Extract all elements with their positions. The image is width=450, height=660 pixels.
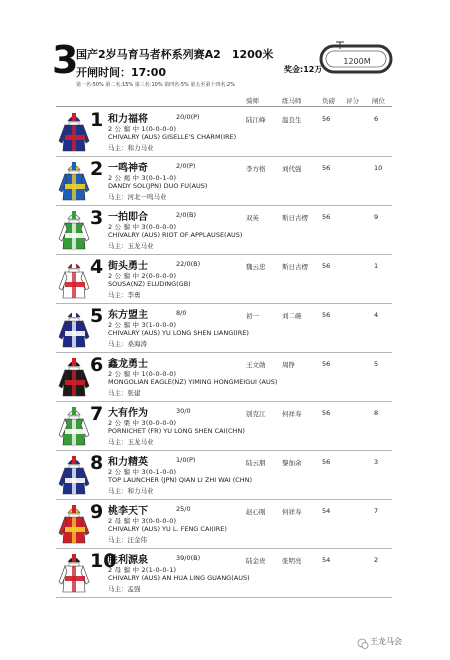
jockey-name: 张明亮	[282, 557, 302, 565]
runner-number: 3	[90, 207, 104, 229]
horse-name: 一拍即合	[108, 212, 148, 223]
horse-rating: 39/0(B)	[176, 554, 201, 562]
horse-pedigree: PORNICHET (FR) YU LONG SHEN CAI(CHN)	[108, 427, 245, 435]
horse-pedigree: MONGOLIAN EAGLE(NZ) YIMING HONGMEIGUI (AUS)	[108, 378, 278, 386]
carried-weight: 56	[322, 164, 331, 172]
trainer-name: 陆云朋	[246, 459, 266, 467]
horse-rating: 25/0	[176, 505, 191, 513]
runner-row	[56, 304, 392, 353]
carried-weight: 56	[322, 262, 331, 270]
horse-owner: 马主：汪金伟	[108, 536, 147, 544]
draw-position: 5	[374, 360, 379, 368]
horse-pedigree: SOUSA(NZ) ELUDING(GB)	[108, 280, 191, 288]
wechat-icon	[357, 635, 369, 647]
draw-position: 6	[374, 115, 379, 123]
jockey-name: 周铮	[282, 361, 295, 369]
horse-owner: 马主：和力马业	[108, 487, 154, 495]
runner-row	[56, 500, 392, 549]
horse-pedigree: CHIVALRY (AUS) AN HUA LING GUANG(AUS)	[108, 574, 250, 582]
silk-white-red-sash-icon	[58, 258, 90, 300]
runner-number: 7	[90, 403, 104, 425]
carried-weight: 56	[322, 311, 331, 319]
jockey-name: 斯日古楞	[282, 214, 308, 222]
runner-row	[56, 402, 392, 451]
horse-name: 一鸣神奇	[108, 163, 148, 174]
carried-weight: 56	[322, 213, 331, 221]
horse-info: 2 公 骝 中 3(1-0-0-0)	[108, 321, 177, 329]
trainer-name: 陆江峰	[246, 116, 266, 124]
horse-info: 2 公 骝 中 1(0-0-0-0)	[108, 125, 177, 133]
runner-row	[56, 255, 392, 304]
jockey-name: 何祥寿	[282, 508, 302, 516]
runner-number: 1	[90, 109, 104, 131]
race-number: 3	[52, 38, 79, 82]
race-title: 国产2岁马育马者杯系列赛A2 1200米	[76, 48, 274, 61]
trainer-name: 初一	[246, 312, 259, 320]
col-weight: 负磅	[322, 97, 335, 105]
horse-owner: 马主：河北一鸣马业	[108, 193, 167, 201]
carried-weight: 54	[322, 507, 331, 515]
runner-row	[56, 157, 392, 206]
trainer-name: 陆金贵	[246, 557, 266, 565]
runner-row	[56, 108, 392, 157]
horse-rating: 8/0	[176, 309, 187, 317]
runner-number: 10	[90, 550, 117, 572]
horse-name: 大有作为	[108, 408, 148, 419]
silk-green-white-icon	[58, 405, 90, 447]
trainer-name: 别克江	[246, 410, 266, 418]
runner-number: 6	[90, 354, 104, 376]
silk-black-red-band-icon	[58, 356, 90, 398]
jockey-name: 刘二碗	[282, 312, 302, 320]
horse-owner: 马主：玉龙马业	[108, 242, 154, 250]
draw-position: 3	[374, 458, 379, 466]
jockey-name: 斯日古楞	[282, 263, 308, 271]
runner-row	[56, 549, 392, 598]
horse-name: 鑫龙勇士	[108, 359, 148, 370]
horse-owner: 马主：李勇	[108, 291, 141, 299]
header-divider	[56, 106, 392, 107]
carried-weight: 56	[322, 115, 331, 123]
runner-number: 4	[90, 256, 104, 278]
trainer-name: 王文勋	[246, 361, 266, 369]
horse-name: 和力福将	[108, 114, 148, 125]
horse-rating: 20/0(P)	[176, 113, 200, 121]
horse-pedigree: CHIVALRY (AUS) GISELLE'S CHARM(IRE)	[108, 133, 237, 141]
draw-position: 7	[374, 507, 379, 515]
silk-white-red-stripes-icon	[58, 552, 90, 594]
draw-position: 1	[374, 262, 379, 270]
horse-pedigree: TOP LAUNCHER (JPN) QIAN LI ZHI WAI (CHN)	[108, 476, 253, 484]
jockey-name: 黎加余	[282, 459, 302, 467]
horse-pedigree: CHIVALRY (AUS) RIOT OF APPLAUSE(AUS)	[108, 231, 243, 239]
horse-info: 2 公 骝 中 3(0-0-0-0)	[108, 223, 177, 231]
silk-blue-yellow-dots-icon	[58, 160, 90, 202]
runner-number: 9	[90, 501, 104, 523]
carried-weight: 56	[322, 360, 331, 368]
horse-rating: 1/0(P)	[176, 456, 196, 464]
carried-weight: 54	[322, 556, 331, 564]
horse-owner: 马主：玉龙马业	[108, 438, 154, 446]
race-prize: 奖金:12万	[284, 65, 323, 74]
horse-name: 和力精英	[108, 457, 148, 468]
jockey-name: 刘代强	[282, 165, 302, 173]
jockey-name: 温良生	[282, 116, 302, 124]
trainer-name: 双英	[246, 214, 259, 222]
silk-red-yellow-icon	[58, 503, 90, 545]
draw-position: 4	[374, 311, 379, 319]
horse-info: 2 公 骝 中 3(0-1-0-0)	[108, 468, 177, 476]
horse-rating: 22/0(B)	[176, 260, 201, 268]
jockey-name: 何祥寿	[282, 410, 302, 418]
draw-position: 9	[374, 213, 379, 221]
col-trainer: 骑师	[246, 97, 259, 105]
runner-number: 2	[90, 158, 104, 180]
runner-row	[56, 206, 392, 255]
horse-info: 2 公 骝 中 2(0-0-0-0)	[108, 272, 177, 280]
horse-pedigree: DANDY SOL(JPN) DUO FU(AUS)	[108, 182, 208, 190]
col-draw: 闸位	[372, 97, 385, 105]
horse-rating: 2/0(B)	[176, 211, 196, 219]
col-rating: 评分	[346, 97, 359, 105]
col-jockey: 练马师	[282, 97, 302, 105]
runner-row	[56, 353, 392, 402]
carried-weight: 56	[322, 409, 331, 417]
trainer-name: 魏云忠	[246, 263, 266, 271]
horse-pedigree: CHIVALRY (AUS) YU LONG SHEN LIANG(IRE)	[108, 329, 249, 337]
trainer-name: 李方格	[246, 165, 266, 173]
horse-name: 胜利源泉	[108, 555, 148, 566]
silk-navy-white-stripe-icon	[58, 307, 90, 349]
horse-info: 2 公 骝 中 1(0-0-0-0)	[108, 370, 177, 378]
runner-number: 5	[90, 305, 104, 327]
horse-info: 2 公 褐 中 3(0-0-1-0)	[108, 174, 177, 182]
silk-blue-white-stripes-icon	[58, 454, 90, 496]
race-start-time: 开闸时间：17:00	[76, 66, 167, 79]
trainer-name: 赵心刚	[246, 508, 266, 516]
watermark: 王龙马会	[370, 637, 402, 646]
horse-owner: 马主：桑海涛	[108, 340, 147, 348]
horse-info: 2 母 骝 中 3(0-0-0-0)	[108, 517, 177, 525]
horse-name: 东方盟主	[108, 310, 148, 321]
draw-position: 8	[374, 409, 379, 417]
horse-name: 街头勇士	[108, 261, 148, 272]
horse-name: 桃李天下	[108, 506, 148, 517]
horse-owner: 马主：张建	[108, 389, 141, 397]
horse-info: 2 母 骝 中 2(1-0-0-1)	[108, 566, 177, 574]
row-divider	[56, 597, 392, 598]
draw-position: 2	[374, 556, 379, 564]
draw-position: 10	[374, 164, 383, 172]
horse-pedigree: CHIVALRY (AUS) YU L. FENG CAI(IRE)	[108, 525, 227, 533]
carried-weight: 56	[322, 458, 331, 466]
runner-number: 8	[90, 452, 104, 474]
horse-owner: 马主：和力马业	[108, 144, 154, 152]
silk-red-blue-cross-icon	[58, 111, 90, 153]
horse-owner: 马主：孟强	[108, 585, 141, 593]
horse-info: 2 公 栗 中 3(0-0-0-0)	[108, 419, 177, 427]
silk-green-white-icon	[58, 209, 90, 251]
distance-badge: 1200M	[343, 57, 371, 66]
horse-rating: 2/0(P)	[176, 162, 196, 170]
prize-split: 第一名:50% 第二名:15% 第三名:10% 第四名:5% 第五至第十四名:2%	[76, 82, 235, 88]
runner-row	[56, 451, 392, 500]
horse-rating: 30/0	[176, 407, 191, 415]
